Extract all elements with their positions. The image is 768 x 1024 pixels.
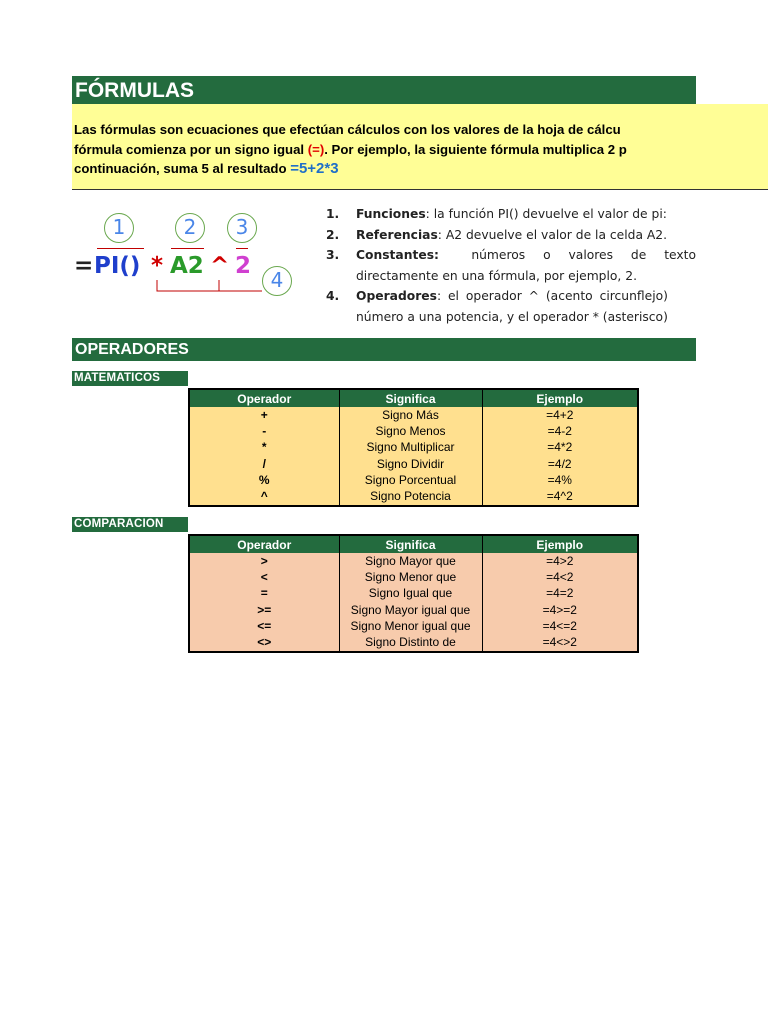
example-cell: =4<=2 (482, 618, 638, 634)
table-row (189, 586, 638, 602)
meaning-cell: Signo Más (339, 407, 482, 423)
table-row (189, 423, 638, 439)
list-term: Constantes: (356, 248, 439, 262)
formula-power: ^ (210, 253, 230, 279)
circle-number-3: 3 (227, 213, 257, 243)
col-header-significa: Significa (339, 389, 482, 407)
example-formula: =5+2*3 (290, 160, 339, 177)
example-cell: =4*2 (482, 440, 638, 456)
formula-equals: = (74, 253, 94, 279)
meaning-cell: Signo Menor que (339, 569, 482, 585)
meaning-cell: Signo Multiplicar (339, 440, 482, 456)
list-item (326, 204, 696, 225)
table-header-row (189, 535, 638, 553)
list-term: Operadores (356, 289, 437, 303)
intro-line-3-a: continuación, suma 5 al resultado (74, 161, 291, 176)
operator-cell: > (189, 553, 339, 569)
formula-reference: A2 (170, 253, 204, 279)
intro-line-3 (74, 159, 696, 179)
comparison-operators-table (188, 534, 639, 653)
list-term: Referencias (356, 227, 438, 242)
formula-constant: 2 (235, 253, 252, 279)
list-number: 3. (326, 248, 340, 262)
list-item-continuation: directamente en una fórmula, por ejemplo, 2. (356, 268, 637, 283)
example-cell: =4+2 (482, 407, 638, 423)
col-header-ejemplo: Ejemplo (482, 535, 638, 553)
operator-cell: % (189, 472, 339, 488)
operator-cell: <= (189, 618, 339, 634)
example-cell: =4% (482, 472, 638, 488)
operator-cell: / (189, 456, 339, 472)
table-row (189, 440, 638, 456)
list-text: : A2 devuelve el valor de la celda A2. (437, 227, 668, 242)
equals-sign-highlight: (=) (307, 141, 325, 157)
example-cell: =4<2 (482, 569, 638, 585)
list-item (326, 286, 696, 307)
tag-matematicos: MATEMATICOS (72, 371, 188, 386)
list-item-continuation: número a una potencia, y el operador * (asterisco) (356, 309, 668, 324)
operator-cell: - (189, 423, 339, 439)
col-header-ejemplo: Ejemplo (482, 389, 638, 407)
intro-text (74, 120, 696, 180)
operator-cell: >= (189, 602, 339, 618)
operator-cell: * (189, 440, 339, 456)
list-text: números o valores de texto (471, 248, 696, 262)
operator-cell: + (189, 407, 339, 423)
meaning-cell: Signo Menor igual que (339, 618, 482, 634)
example-cell: =4<>2 (482, 634, 638, 651)
table-row (189, 553, 638, 569)
formula-function: PI() (94, 253, 141, 279)
table-row (189, 488, 638, 505)
table-header-row (189, 389, 638, 407)
operator-cell: < (189, 569, 339, 585)
intro-line-2-a: fórmula comienza por un signo igual (74, 141, 308, 157)
table-row (189, 618, 638, 634)
example-cell: =4=2 (482, 586, 638, 602)
col-header-significa: Significa (339, 535, 482, 553)
section-header-operadores: OPERADORES (72, 338, 696, 361)
example-cell: =4-2 (482, 423, 638, 439)
list-number: 2. (326, 227, 340, 242)
meaning-cell: Signo Distinto de (339, 634, 482, 651)
intro-line-2-b: . Por ejemplo, la siguiente fórmula multiplica 2 p (324, 141, 627, 157)
meaning-cell: Signo Igual que (339, 586, 482, 602)
page-title: FÓRMULAS (72, 76, 696, 105)
list-number: 1. (326, 207, 340, 221)
tag-comparacion: COMPARACION (72, 517, 188, 532)
operator-cell: = (189, 586, 339, 602)
intro-line-2 (74, 140, 696, 160)
table-row (189, 569, 638, 585)
list-number: 4. (326, 289, 340, 303)
list-text: : la función PI() devuelve el valor de pi: (425, 207, 667, 221)
meaning-cell: Signo Porcentual (339, 472, 482, 488)
math-operators-table (188, 388, 639, 507)
meaning-cell: Signo Mayor que (339, 553, 482, 569)
operator-connector-lines (72, 204, 302, 304)
list-text: : el operador ^ (acento circunflejo) (436, 289, 668, 303)
operator-cell: <> (189, 634, 339, 651)
formula-diagram (72, 204, 302, 304)
circle-number-4: 4 (262, 266, 292, 296)
list-item (326, 245, 696, 266)
table-row (189, 472, 638, 488)
list-term: Funciones (356, 207, 426, 221)
col-header-operador: Operador (189, 535, 339, 553)
intro-line-1: Las fórmulas son ecuaciones que efectúan cálculos con los valores de la hoja de cálcu (74, 122, 621, 137)
example-cell: =4^2 (482, 488, 638, 505)
meaning-cell: Signo Menos (339, 423, 482, 439)
title-right-gap (696, 76, 768, 104)
table-row (189, 407, 638, 423)
list-item (326, 225, 696, 246)
example-cell: =4>=2 (482, 602, 638, 618)
meaning-cell: Signo Potencia (339, 488, 482, 505)
meaning-cell: Signo Mayor igual que (339, 602, 482, 618)
col-header-operador: Operador (189, 389, 339, 407)
table-row (189, 634, 638, 651)
example-cell: =4>2 (482, 553, 638, 569)
table-row (189, 602, 638, 618)
example-cell: =4/2 (482, 456, 638, 472)
formula-parts-list (326, 204, 696, 324)
circle-number-1: 1 (104, 213, 134, 243)
operator-cell: ^ (189, 488, 339, 505)
circle-number-2: 2 (175, 213, 205, 243)
meaning-cell: Signo Dividir (339, 456, 482, 472)
formula-multiply: * (151, 253, 164, 279)
table-row (189, 456, 638, 472)
